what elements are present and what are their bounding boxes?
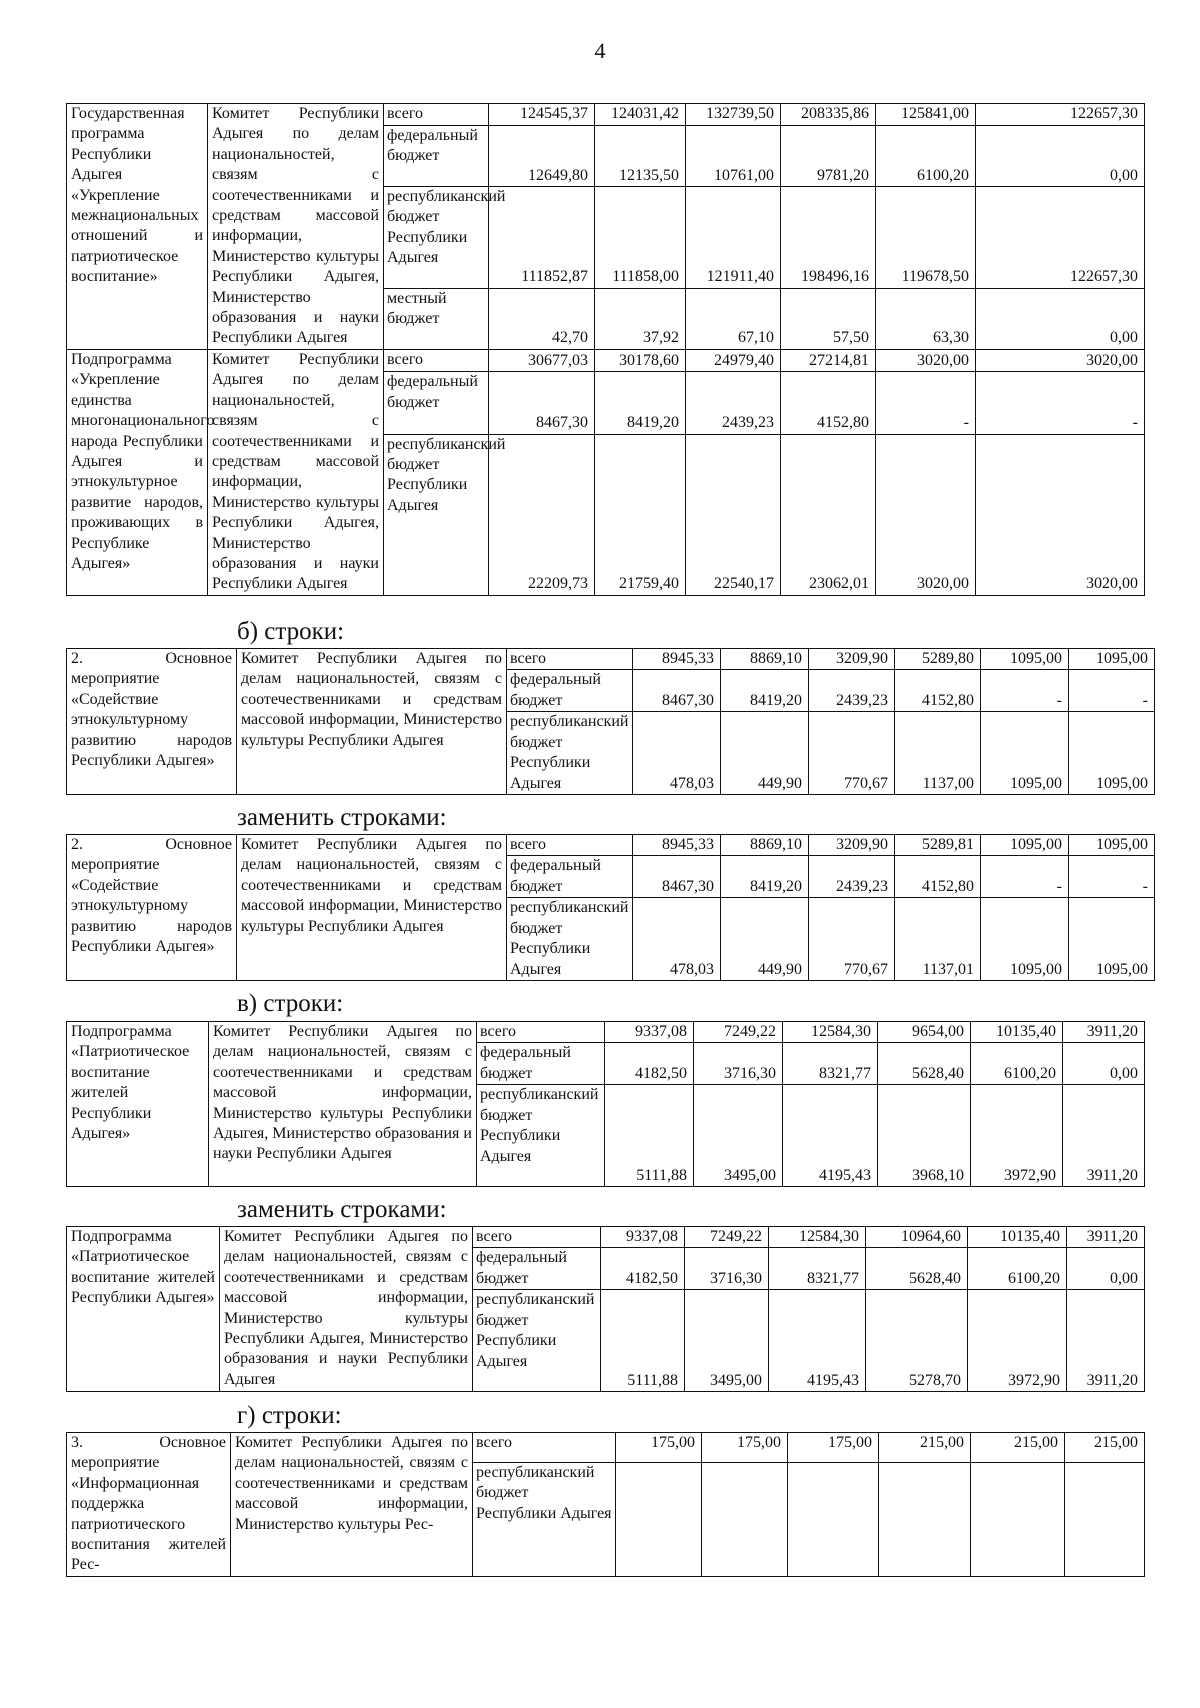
fund-source: республиканский бюджет Республики Адыгея [507, 898, 633, 981]
value-cell: 175,00 [788, 1433, 879, 1463]
value-cell: 3911,20 [1067, 1290, 1145, 1392]
page-number: 4 [594, 38, 606, 63]
value-cell: 4182,50 [605, 1043, 694, 1085]
fund-source: федеральный бюджет [477, 1043, 605, 1085]
budget-table-b [66, 648, 1148, 795]
executor-name: Комитет Республики Адыгея по делам национальностей, связям с соотечественниками и средствам массовой информации, Министерство культуры Республики Адыгея, Министерство образования и науки Республики Адыгея [209, 1022, 477, 1187]
executor-name: Комитет Республики Адыгея по делам национальностей, связям с соотечественниками и средствам массовой информации, Министерство культуры Республики Адыгея [237, 649, 507, 795]
value-cell: 3911,20 [1067, 1227, 1145, 1248]
value-cell: 1095,00 [1069, 835, 1155, 856]
budget-table-v [66, 1021, 1144, 1187]
executor-name: Комитет Республики Адыгея по делам национальностей, связям с соотечественниками и средствам массовой информации, Министерство культуры Республики Адыгея, Министерство образования и науки Республики Адыгея [208, 349, 384, 595]
fund-source: всего [473, 1227, 601, 1248]
program-name: 2. Основное мероприятие «Содействие этнокультурному развитию народов Республики Адыгея» [67, 649, 237, 795]
fund-source: федеральный бюджет [473, 1248, 601, 1290]
value-cell: 7249,22 [694, 1022, 783, 1043]
program-name: 2. Основное мероприятие «Содействие этнокультурному развитию народов Республики Адыгея» [67, 835, 237, 981]
value-cell: 122657,30 [976, 186, 1145, 288]
value-cell: 9781,20 [781, 125, 876, 186]
value-cell: 8945,33 [633, 835, 721, 856]
value-cell: 5111,88 [605, 1085, 694, 1187]
value-cell: 9337,08 [605, 1022, 694, 1043]
value-cell: 2439,23 [809, 670, 895, 712]
value-cell: 3495,00 [694, 1085, 783, 1187]
fund-source: республиканский бюджет Республики Адыгея [384, 434, 489, 595]
value-cell [788, 1462, 879, 1576]
fund-source: республиканский бюджет Республики Адыгея [384, 186, 489, 288]
fund-source: всего [473, 1433, 616, 1463]
value-cell: 42,70 [489, 288, 595, 349]
value-cell: 8869,10 [721, 835, 809, 856]
value-cell: 6100,20 [971, 1043, 1063, 1085]
value-cell: - [1069, 856, 1155, 898]
executor-name: Комитет Республики Адыгея по делам национальностей, связям с соотечественниками и средствам массовой информации, Министерство культуры Рес- [231, 1433, 473, 1577]
value-cell: 30677,03 [489, 349, 595, 371]
value-cell: 215,00 [879, 1433, 971, 1463]
value-cell: 24979,40 [686, 349, 781, 371]
value-cell: 12584,30 [783, 1022, 878, 1043]
value-cell: 4152,80 [781, 372, 876, 434]
value-cell: 3968,10 [878, 1085, 971, 1187]
value-cell: 4195,43 [769, 1290, 866, 1392]
value-cell: 5289,81 [895, 835, 981, 856]
value-cell: 22540,17 [686, 434, 781, 595]
value-cell: 111858,00 [595, 186, 686, 288]
fund-source: республиканский бюджет Республики Адыгея [473, 1290, 601, 1392]
value-cell: 122657,30 [976, 104, 1145, 126]
value-cell: 121911,40 [686, 186, 781, 288]
value-cell: 9654,00 [878, 1022, 971, 1043]
value-cell: 3972,90 [968, 1290, 1067, 1392]
value-cell: 63,30 [876, 288, 976, 349]
value-cell: 22209,73 [489, 434, 595, 595]
value-cell: 0,00 [1067, 1248, 1145, 1290]
fund-source: всего [477, 1022, 605, 1043]
value-cell: 3020,00 [976, 434, 1145, 595]
value-cell: 5111,88 [601, 1290, 685, 1392]
value-cell: 27214,81 [781, 349, 876, 371]
value-cell: 175,00 [702, 1433, 788, 1463]
value-cell: 12135,50 [595, 125, 686, 186]
value-cell: 1095,00 [981, 835, 1069, 856]
value-cell: 770,67 [809, 898, 895, 981]
value-cell [879, 1462, 971, 1576]
value-cell: 5278,70 [866, 1290, 968, 1392]
value-cell: 8321,77 [769, 1248, 866, 1290]
value-cell: - [1069, 670, 1155, 712]
value-cell [971, 1462, 1065, 1576]
section-heading-b-replace: заменить строками: [237, 804, 447, 831]
budget-table-main [66, 103, 1144, 596]
value-cell: 198496,16 [781, 186, 876, 288]
value-cell [702, 1462, 788, 1576]
value-cell: 3911,20 [1063, 1022, 1145, 1043]
value-cell: 23062,01 [781, 434, 876, 595]
fund-source: республиканский бюджет Республики Адыгея [473, 1462, 616, 1576]
value-cell: - [876, 372, 976, 434]
value-cell: 449,90 [721, 898, 809, 981]
value-cell: 1095,00 [1069, 898, 1155, 981]
value-cell: 215,00 [1065, 1433, 1145, 1463]
value-cell: 770,67 [809, 712, 895, 795]
value-cell: - [981, 856, 1069, 898]
fund-source: республиканский бюджет Республики Адыгея [477, 1085, 605, 1187]
value-cell: 8419,20 [721, 856, 809, 898]
value-cell: 37,92 [595, 288, 686, 349]
value-cell: 8419,20 [721, 670, 809, 712]
value-cell: 67,10 [686, 288, 781, 349]
value-cell [1065, 1462, 1145, 1576]
value-cell: 8467,30 [633, 670, 721, 712]
value-cell: 10135,40 [968, 1227, 1067, 1248]
budget-table-b-replacement [66, 834, 1148, 981]
program-name: 3. Основное мероприятие «Информационная поддержка патриотического воспитания жителей Рес- [67, 1433, 231, 1577]
value-cell: 124031,42 [595, 104, 686, 126]
value-cell: 8321,77 [783, 1043, 878, 1085]
executor-name: Комитет Республики Адыгея по делам национальностей, связям с соотечественниками и средствам массовой информации, Министерство культуры Республики Адыгея, Министерство образования и науки Республики Адыгея [220, 1227, 473, 1392]
value-cell: 7249,22 [685, 1227, 769, 1248]
value-cell: 449,90 [721, 712, 809, 795]
value-cell: 3020,00 [876, 434, 976, 595]
budget-table-v-replacement [66, 1226, 1144, 1392]
section-heading-v-replace: заменить строками: [237, 1196, 447, 1223]
value-cell: 8467,30 [489, 372, 595, 434]
value-cell: 6100,20 [968, 1248, 1067, 1290]
value-cell: 124545,37 [489, 104, 595, 126]
value-cell: 119678,50 [876, 186, 976, 288]
value-cell: 132739,50 [686, 104, 781, 126]
value-cell: - [976, 372, 1145, 434]
fund-source: федеральный бюджет [384, 372, 489, 434]
value-cell: 1137,01 [895, 898, 981, 981]
value-cell: - [981, 670, 1069, 712]
value-cell: 0,00 [976, 125, 1145, 186]
value-cell: 1095,00 [981, 712, 1069, 795]
value-cell: 215,00 [971, 1433, 1065, 1463]
value-cell: 2439,23 [809, 856, 895, 898]
value-cell: 208335,86 [781, 104, 876, 126]
value-cell: 1095,00 [1069, 649, 1155, 670]
value-cell: 3209,90 [809, 835, 895, 856]
value-cell: 0,00 [1063, 1043, 1145, 1085]
fund-source: федеральный бюджет [507, 856, 633, 898]
value-cell: 125841,00 [876, 104, 976, 126]
value-cell: 3020,00 [876, 349, 976, 371]
value-cell: 4195,43 [783, 1085, 878, 1187]
value-cell: 478,03 [633, 712, 721, 795]
value-cell: 9337,08 [601, 1227, 685, 1248]
value-cell: 4182,50 [601, 1248, 685, 1290]
value-cell: 111852,87 [489, 186, 595, 288]
value-cell: 10761,00 [686, 125, 781, 186]
value-cell: 3911,20 [1063, 1085, 1145, 1187]
budget-table-g [66, 1432, 1144, 1577]
value-cell: 3716,30 [685, 1248, 769, 1290]
value-cell: 12649,80 [489, 125, 595, 186]
value-cell: 1095,00 [1069, 712, 1155, 795]
value-cell: 4152,80 [895, 856, 981, 898]
value-cell: 21759,40 [595, 434, 686, 595]
value-cell: 0,00 [976, 288, 1145, 349]
section-heading-g: г) строки: [237, 1402, 342, 1429]
value-cell: 5628,40 [866, 1248, 968, 1290]
fund-source: всего [507, 649, 633, 670]
section-heading-v: в) строки: [237, 990, 344, 1017]
value-cell: 10135,40 [971, 1022, 1063, 1043]
value-cell: 3020,00 [976, 349, 1145, 371]
value-cell: 8419,20 [595, 372, 686, 434]
fund-source: всего [384, 349, 489, 371]
fund-source: всего [384, 104, 489, 126]
value-cell: 3209,90 [809, 649, 895, 670]
value-cell: 175,00 [616, 1433, 702, 1463]
fund-source: всего [507, 835, 633, 856]
value-cell: 30178,60 [595, 349, 686, 371]
value-cell: 57,50 [781, 288, 876, 349]
value-cell: 2439,23 [686, 372, 781, 434]
value-cell: 12584,30 [769, 1227, 866, 1248]
value-cell: 6100,20 [876, 125, 976, 186]
value-cell: 10964,60 [866, 1227, 968, 1248]
fund-source: местный бюджет [384, 288, 489, 349]
program-name: Подпрограмма «Патриотическое воспитание жителей Республики Адыгея» [67, 1022, 209, 1187]
value-cell: 4152,80 [895, 670, 981, 712]
program-name: Государственная программа Республики Адыгея «Укрепление межнациональных отношений и патриотическое воспитание» [67, 104, 208, 350]
value-cell: 8467,30 [633, 856, 721, 898]
fund-source: республиканский бюджет Республики Адыгея [507, 712, 633, 795]
value-cell: 1137,00 [895, 712, 981, 795]
value-cell: 8869,10 [721, 649, 809, 670]
value-cell: 1095,00 [981, 649, 1069, 670]
value-cell: 8945,33 [633, 649, 721, 670]
section-heading-b: б) строки: [237, 618, 345, 645]
fund-source: федеральный бюджет [507, 670, 633, 712]
value-cell [616, 1462, 702, 1576]
program-name: Подпрограмма «Укрепление единства многонационального народа Республики Адыгея и этнокультурное развитие народов, проживающих в Республике Адыгея» [67, 349, 208, 595]
value-cell: 3716,30 [694, 1043, 783, 1085]
value-cell: 5628,40 [878, 1043, 971, 1085]
value-cell: 3495,00 [685, 1290, 769, 1392]
program-name: Подпрограмма «Патриотическое воспитание жителей Республики Адыгея» [67, 1227, 220, 1392]
value-cell: 3972,90 [971, 1085, 1063, 1187]
executor-name: Комитет Республики Адыгея по делам национальностей, связям с соотечественниками и средствам массовой информации, Министерство культуры Республики Адыгея, Министерство образования и науки Республики Адыгея [208, 104, 384, 350]
value-cell: 478,03 [633, 898, 721, 981]
executor-name: Комитет Республики Адыгея по делам национальностей, связям с соотечественниками и средствам массовой информации, Министерство культуры Республики Адыгея [237, 835, 507, 981]
fund-source: федеральный бюджет [384, 125, 489, 186]
value-cell: 5289,80 [895, 649, 981, 670]
value-cell: 1095,00 [981, 898, 1069, 981]
